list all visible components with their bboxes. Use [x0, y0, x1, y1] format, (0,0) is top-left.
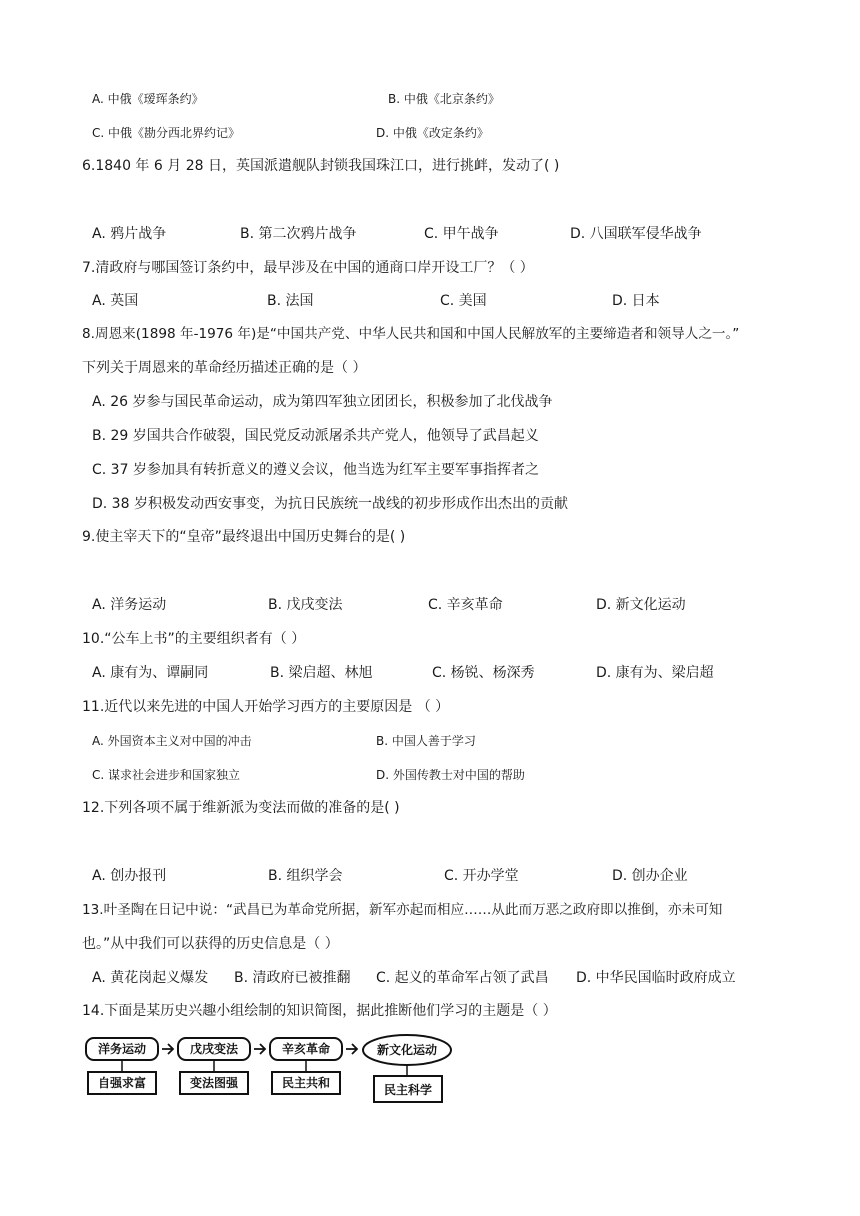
- q9-option-c: C. 辛亥革命: [428, 597, 503, 613]
- diagram-goal-2: [180, 1072, 248, 1094]
- q12-option-a: A. 创办报刊: [92, 868, 167, 884]
- q9-stem: 9.使主宰天下的“皇帝”最终退出中国历史舞台的是( ): [82, 529, 406, 545]
- arrow-right-icon: [254, 1044, 265, 1054]
- q9-option-a: A. 洋务运动: [92, 597, 167, 613]
- diagram-node-3: [270, 1038, 342, 1060]
- q5-option-a: A. 中俄《瑷珲条约》: [92, 92, 204, 106]
- q11-option-c: C. 谋求社会进步和国家独立: [92, 768, 241, 782]
- diagram-top-label: 洋务运动: [97, 1042, 147, 1056]
- diagram-node-4: [363, 1035, 451, 1065]
- q7-option-d: D. 日本: [612, 293, 660, 309]
- q6-option-c: C. 甲午战争: [424, 226, 499, 242]
- q10-stem: 10.“公车上书”的主要组织者有（ ）: [82, 631, 306, 647]
- q6-option-d: D. 八国联军侵华战争: [570, 226, 702, 242]
- q8-option-d: D. 38 岁积极发动西安事变，为抗日民族统一战线的初步形成作出杰出的贡献: [92, 496, 568, 512]
- q8-option-a: A. 26 岁参与国民革命运动，成为第四军独立团团长，积极参加了北伐战争: [92, 394, 553, 410]
- q8-stem-line1: 8.周恩来(1898 年-1976 年)是“中国共产党、中华人民共和国和中国人民解放军的主要缔造者和领导人之一。”: [82, 326, 740, 342]
- q14-stem: 14.下面是某历史兴趣小组绘制的知识简图，据此推断他们学习的主题是（ ）: [82, 1003, 557, 1019]
- diagram-goal-4: [374, 1076, 442, 1102]
- q9-option-b: B. 戊戌变法: [268, 597, 343, 613]
- q5-option-b: B. 中俄《北京条约》: [388, 92, 500, 106]
- q13-stem-line2: 也。”从中我们可以获得的历史信息是（ ）: [82, 936, 339, 952]
- q7-option-a: A. 英国: [92, 293, 139, 309]
- q11-stem: 11.近代以来先进的中国人开始学习西方的主要原因是 （ ）: [82, 699, 450, 715]
- q13-option-a: A. 黄花岗起义爆发: [92, 970, 209, 986]
- q12-option-b: B. 组织学会: [268, 868, 343, 884]
- diagram-goal-1: [88, 1072, 156, 1094]
- arrow-right-icon: [346, 1044, 357, 1054]
- q6-option-a: A. 鸦片战争: [92, 226, 167, 242]
- q12-stem: 12.下列各项不属于维新派为变法而做的准备的是( ): [82, 800, 400, 816]
- diagram-node-2: [178, 1038, 250, 1060]
- q7-stem: 7.清政府与哪国签订条约中，最早涉及在中国的通商口岸开设工厂？（ ）: [82, 260, 534, 276]
- q11-option-a: A. 外国资本主义对中国的冲击: [92, 734, 252, 748]
- diagram-goal-3: [272, 1072, 340, 1094]
- q7-option-b: B. 法国: [267, 293, 314, 309]
- arrow-right-icon: [162, 1044, 173, 1054]
- q13-stem-line1: 13.叶圣陶在日记中说：“武昌已为革命党所据，新军亦起而相应……从此而万恶之政府即以推倒，亦未可知: [82, 902, 723, 918]
- q6-stem: 6.1840 年 6 月 28 日，英国派遣舰队封锁我国珠江口，进行挑衅，发动了( ): [82, 158, 560, 174]
- diagram-bottom-label: 自强求富: [97, 1076, 147, 1090]
- q9-option-d: D. 新文化运动: [596, 597, 686, 613]
- q8-option-b: B. 29 岁国共合作破裂，国民党反动派屠杀共产党人，他领导了武昌起义: [92, 428, 539, 444]
- q5-option-c: C. 中俄《勘分西北界约记》: [92, 126, 241, 140]
- q11-option-d: D. 外国传教士对中国的帮助: [376, 768, 525, 782]
- diagram-top-label: 戊戌变法: [189, 1042, 239, 1056]
- q10-option-d: D. 康有为、梁启超: [596, 665, 714, 681]
- q10-option-b: B. 梁启超、林旭: [270, 665, 373, 681]
- q10-option-c: C. 杨锐、杨深秀: [432, 665, 535, 681]
- diagram-bottom-label: 民主科学: [383, 1083, 433, 1097]
- diagram-bottom-label: 变法图强: [189, 1076, 239, 1090]
- q11-option-b: B. 中国人善于学习: [376, 734, 476, 748]
- q5-option-d: D. 中俄《改定条约》: [376, 126, 489, 140]
- q12-option-d: D. 创办企业: [612, 868, 688, 884]
- diagram-top-label: 新文化运动: [376, 1043, 438, 1057]
- q10-option-a: A. 康有为、谭嗣同: [92, 665, 209, 681]
- q13-option-c: C. 起义的革命军占领了武昌: [376, 970, 549, 986]
- q8-stem-line2: 下列关于周恩来的革命经历描述正确的是（ ）: [82, 360, 367, 376]
- diagram-top-label: 辛亥革命: [281, 1042, 331, 1056]
- q13-option-b: B. 清政府已被推翻: [234, 970, 351, 986]
- q8-option-c: C. 37 岁参加具有转折意义的遵义会议，他当选为红军主要军事指挥者之: [92, 462, 539, 478]
- q7-option-c: C. 美国: [440, 293, 487, 309]
- diagram-bottom-label: 民主共和: [281, 1076, 331, 1090]
- q6-option-b: B. 第二次鸦片战争: [240, 226, 357, 242]
- diagram-node-1: [86, 1038, 158, 1060]
- q12-option-c: C. 开办学堂: [444, 868, 519, 884]
- q13-option-d: D. 中华民国临时政府成立: [576, 970, 736, 986]
- knowledge-diagram: [80, 1032, 480, 1112]
